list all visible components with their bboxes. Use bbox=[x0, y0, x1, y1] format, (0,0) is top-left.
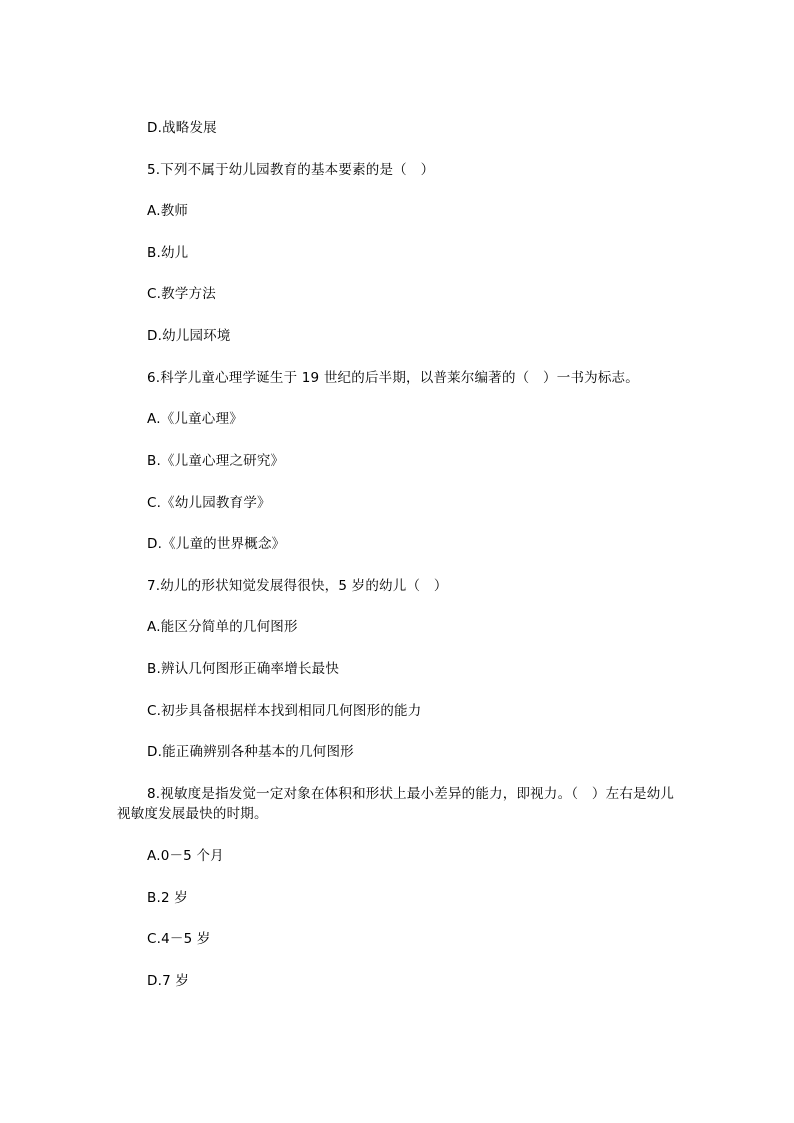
question-8-option-d: D.7 岁 bbox=[147, 973, 190, 989]
question-7-option-c: C.初步具备根据样本找到相同几何图形的能力 bbox=[147, 703, 422, 719]
question-5-option-c: C.教学方法 bbox=[147, 286, 216, 302]
question-5-stem: 5.下列不属于幼儿园教育的基本要素的是（ ） bbox=[147, 162, 435, 178]
question-6-stem: 6.科学儿童心理学诞生于 19 世纪的后半期，以普莱尔编著的（ ）一书为标志。 bbox=[147, 370, 639, 386]
question-5-option-d: D.幼儿园环境 bbox=[147, 328, 231, 344]
prev-question-option-d: D.战略发展 bbox=[147, 120, 217, 136]
question-7-option-a: A.能区分简单的几何图形 bbox=[147, 619, 298, 635]
question-5-option-b: B.幼儿 bbox=[147, 245, 189, 261]
question-6-option-d: D.《儿童的世界概念》 bbox=[147, 536, 286, 552]
question-6-option-a: A.《儿童心理》 bbox=[147, 411, 243, 427]
question-7-option-b: B.辨认几何图形正确率增长最快 bbox=[147, 661, 340, 677]
question-8-option-a: A.0－5 个月 bbox=[147, 848, 224, 864]
question-8-option-c: C.4－5 岁 bbox=[147, 931, 211, 947]
question-6-option-c: C.《幼儿园教育学》 bbox=[147, 495, 271, 511]
question-5-option-a: A.教师 bbox=[147, 203, 189, 219]
question-8-stem: 8.视敏度是指发觉一定对象在体积和形状上最小差异的能力，即视力。（ ）左右是幼儿视敏度发展最快的时期。 bbox=[117, 786, 675, 822]
question-6-option-b: B.《儿童心理之研究》 bbox=[147, 453, 285, 469]
question-7-option-d: D.能正确辨别各种基本的几何图形 bbox=[147, 744, 354, 760]
question-7-stem: 7.幼儿的形状知觉发展得很快，5 岁的幼儿（ ） bbox=[147, 578, 448, 594]
question-8-option-b: B.2 岁 bbox=[147, 890, 188, 906]
